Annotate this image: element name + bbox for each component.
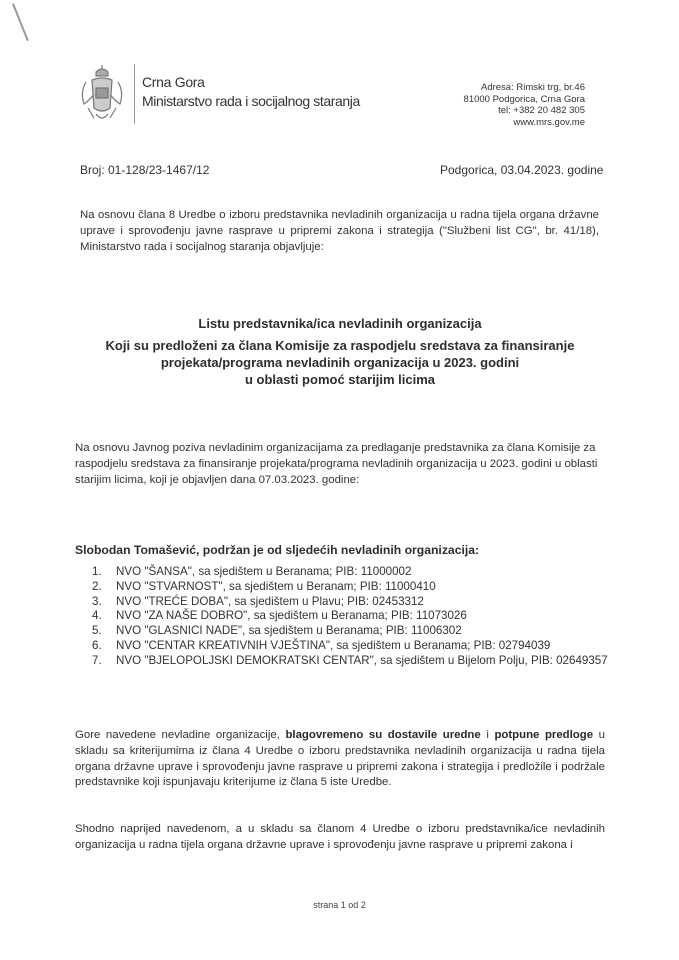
document-subtitle — [60, 337, 620, 388]
list-item — [92, 609, 612, 624]
document-title: Listu predstavnika/ica nevladinih organizacija — [198, 316, 482, 331]
basis-paragraph: Na osnovu Javnog poziva nevladinim organizacijama za predlaganje predstavnika za člana Komisije za raspodjelu sredstava za finansiranje projekata/programa nevladinih organizacija u 2023. godini u oblasti starijim licima, koji je objavljen dana 07.03.2023. godine: — [75, 442, 598, 486]
compliance-paragraph — [75, 728, 605, 791]
item-text: NVO "GLASNICI NADE", sa sjedištem u Beranama; PIB: 11006302 — [116, 624, 462, 638]
header-ministry: Ministarstvo rada i socijalnog staranja — [142, 93, 360, 109]
subtitle-line-1: Koji su predloženi za člana Komisije za raspodjelu sredstava za finansiranje — [105, 338, 575, 353]
address-website: www.mrs.gov.me — [513, 116, 585, 128]
list-item — [92, 565, 612, 580]
candidate-heading: Slobodan Tomašević, podržan je od sljedećih nevladinih organizacija: — [75, 543, 480, 557]
reference-number: Broj: 01-128/23-1467/12 — [80, 163, 210, 177]
item-number: 7. — [92, 653, 102, 667]
item-text: NVO "TREĆE DOBA", sa sjedištem u Plavu; PIB: 02453312 — [116, 594, 424, 608]
item-number: 3. — [92, 594, 102, 608]
list-item — [92, 639, 612, 654]
address-phone: tel: +382 20 482 305 — [498, 105, 585, 117]
compliance-text-end: u skladu sa kriterijumima iz člana 4 Uredbe o izboru predstavnika nevladinih organizacija u radna tijela organa državne uprave i sprovođenju javne rasprave u pripremi zakona i strategija i predložile i podržale predstavnike koji ispunjavaju kriterijume iz člana 5 iste Uredbe. — [75, 729, 605, 789]
coat-of-arms-icon — [78, 64, 126, 124]
item-number: 2. — [92, 579, 102, 593]
list-item — [92, 654, 612, 669]
item-number: 1. — [92, 565, 102, 578]
document-date: Podgorica, 03.04.2023. godine — [440, 163, 604, 177]
list-item — [92, 580, 612, 595]
organization-list — [92, 565, 612, 669]
subtitle-line-3: u oblasti pomoć starijim licima — [245, 372, 435, 387]
list-item — [92, 595, 612, 610]
page-number: strana 1 od 2 — [313, 900, 366, 910]
header-country: Crna Gora — [142, 74, 205, 90]
compliance-emphasis-1: blagovremeno su dostavile uredne — [285, 729, 481, 741]
header-address — [464, 82, 585, 128]
item-text: NVO "ZA NAŠE DOBRO", sa sjedištem u Beranama; PIB: 11073026 — [116, 609, 467, 623]
compliance-text-start: Gore navedene nevladine organizacije, — [75, 729, 286, 741]
item-number: 6. — [92, 638, 102, 652]
compliance-emphasis-2: potpune predloge — [494, 729, 594, 741]
item-text: NVO "ŠANSA", sa sjedištem u Beranama; PIB: 11000002 — [116, 565, 412, 578]
item-number: 4. — [92, 609, 102, 623]
address-street: Adresa: Rimski trg, br.46 — [480, 82, 585, 93]
header-divider — [134, 64, 135, 124]
item-text: NVO "STVARNOST", sa sjedištem u Beranam; PIB: 11000410 — [116, 579, 436, 593]
subtitle-line-2: projekata/programa nevladinih organizacija u 2023. godini — [160, 355, 520, 370]
item-number: 5. — [92, 624, 102, 638]
item-text: NVO "CENTAR KREATIVNIH VJEŠTINA", sa sjedištem u Beranama; PIB: 02794039 — [116, 638, 551, 652]
list-item — [92, 624, 612, 639]
intro-paragraph: Na osnovu člana 8 Uredbe o izboru predstavnika nevladinih organizacija u radna tijela organa državne uprave i sprovođenju javne rasprave u pripremi zakona i strategija ("Službeni list CG", br. 41/18), Ministarstvo rada i socijalnog staranja objavljuje: — [80, 209, 599, 253]
closing-paragraph: Shodno naprijed navedenom, a u skladu sa članom 4 Uredbe o izboru predstavnika/ice nevladinih organizacija u radna tijela organa državne uprave i sprovođenju javne rasprave u pripremi zakona i — [75, 823, 605, 851]
compliance-text-mid: i — [480, 729, 495, 741]
address-city: 81000 Podgorica, Crna Gora — [463, 93, 585, 105]
scan-artifact-line — [12, 3, 29, 41]
item-text: NVO "BJELOPOLJSKI DEMOKRATSKI CENTAR", sa sjedištem u Bijelom Polju, PIB: 02649357 — [116, 653, 608, 667]
